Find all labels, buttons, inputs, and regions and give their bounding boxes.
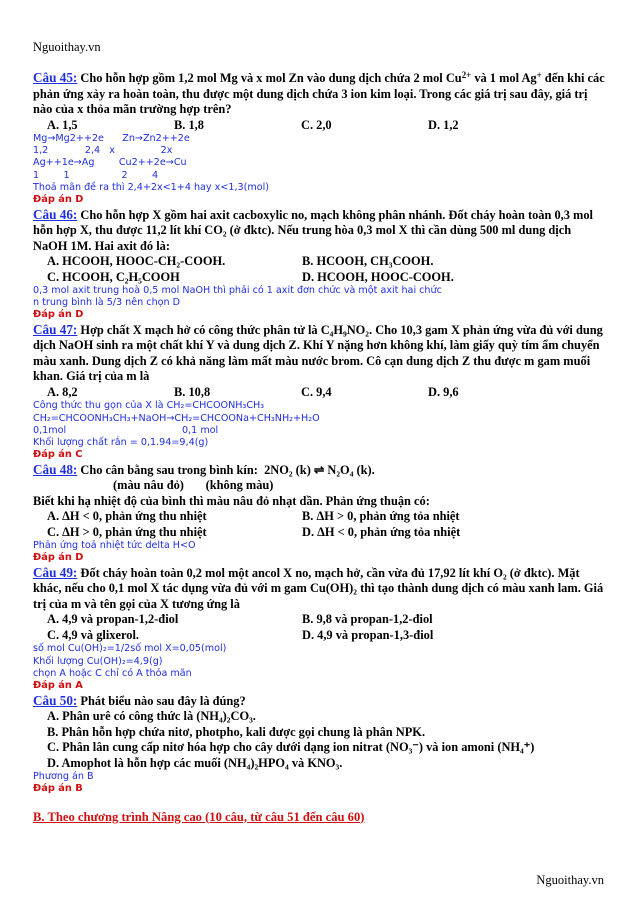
option-a: A. HCOOH, HOOC-CH₂-COOH. bbox=[47, 254, 226, 269]
question-47-options bbox=[33, 385, 608, 401]
solution-line: Phản ứng toả nhiệt tức delta H<O bbox=[33, 540, 196, 552]
answer-48: Đáp án D bbox=[33, 552, 84, 564]
solution-line: 1,2 2,4 x 2x bbox=[33, 145, 173, 157]
document-content bbox=[33, 70, 608, 825]
solution-line: Mg→Mg2++2e Zn→Zn2++2e bbox=[33, 133, 190, 144]
page-footer: Nguoithay.vn bbox=[536, 873, 604, 887]
solution-line: Khối lượng Cu(OH)₂=4,9(g) bbox=[33, 655, 163, 667]
question-48: Câu 48: Cho cân bằng sau trong bình kín: 2NO₂ (k) ⇌ N₂O₄ (k). bbox=[33, 461, 375, 477]
question-50-label: Câu 50: bbox=[33, 692, 78, 708]
solution-line: Khối lượng chất rắn = 0,1.94=9,4(g) bbox=[33, 437, 209, 449]
answer-46: Đáp án D bbox=[33, 309, 84, 321]
option-a: A. 4,9 và propan-1,2-điol bbox=[47, 612, 179, 627]
question-48-label: Câu 48: bbox=[33, 461, 78, 477]
question-50: Câu 50: Phát biểu nào sau đây là đúng? bbox=[33, 692, 246, 708]
question-46-options-row2 bbox=[33, 270, 608, 286]
solution-line: Phương án B bbox=[33, 771, 94, 783]
question-47-label: Câu 47: bbox=[33, 321, 78, 337]
option-b: B. HCOOH, CH₃COOH. bbox=[302, 254, 434, 269]
question-49-options-row2 bbox=[33, 628, 608, 644]
answer-47: Đáp án C bbox=[33, 449, 83, 461]
option-b: B. Phân hỗn hợp chứa nitơ, photpho, kali được gọi chung là phân NPK. bbox=[47, 724, 426, 739]
option-d: D. ΔH < 0, phản ứng tỏa nhiệt bbox=[302, 524, 461, 539]
color-labels: (màu nâu đỏ) (không màu) bbox=[113, 478, 274, 493]
option-b: B. 10,8 bbox=[174, 384, 211, 399]
question-45: Câu 45: Cho hỗn hợp gồm 1,2 mol Mg và x mol Zn vào dung dịch chứa 2 mol $Cu^{2+}$ và 1 mol Ag+ đến khi các phản ứng xảy ra hoàn toàn, thu được một dung dịch chứa 3 ion kim loại. Trong các giá trị sau đây, giá trị nào của x thỏa mãn trường hợp trên? bbox=[33, 69, 605, 116]
question-49: Câu 49: Đốt cháy hoàn toàn 0,2 mol một ancol X no, mạch hở, cần vừa đủ 17,92 lít khí O₂ (ở đktc). Mặt khác, nếu cho 0,1 mol X tác dụng vừa đủ với m gam Cu(OH)₂ thì tạo thành dung dịch có màu xanh lam. Giá trị của m và tên gọi của X tương ứng là bbox=[33, 564, 604, 611]
solution-line: Công thức thu gọn của X là CH₂=CHCOONH₃CH₃ bbox=[33, 400, 265, 412]
option-a: A. 8,2 bbox=[47, 384, 78, 399]
option-c: C. ΔH > 0, phản ứng thu nhiệt bbox=[47, 524, 207, 539]
option-b: B. 1,8 bbox=[174, 117, 204, 132]
option-d: D. 1,2 bbox=[428, 117, 459, 132]
question-46-options-row1 bbox=[33, 254, 608, 270]
option-b: B. 9,8 và propan-1,2-điol bbox=[302, 612, 433, 627]
page-header: Nguoithay.vn bbox=[33, 40, 101, 54]
question-46-label: Câu 46: bbox=[33, 206, 78, 222]
option-a: A. Phân urê có công thức là (NH₄)₂CO₃. bbox=[47, 709, 256, 724]
answer-49: Đáp án A bbox=[33, 680, 83, 692]
question-45-options bbox=[33, 118, 608, 134]
question-48-options-row2 bbox=[33, 525, 608, 541]
question-45-label: Câu 45: bbox=[33, 70, 78, 85]
solution-line: 0,3 mol axit trung hoà 0,5 mol NaOH thì phải có 1 axit đơn chức và một axit hai chức bbox=[33, 285, 442, 297]
solution-line: chọn A hoặc C chỉ có A thỏa mãn bbox=[33, 667, 192, 679]
option-d: D. 4,9 và propan-1,3-điol bbox=[302, 627, 434, 642]
solution-line: n trung bình là 5/3 nên chọn D bbox=[33, 297, 181, 309]
question-48-text2: Biết khi hạ nhiệt độ của bình thì màu nâu đỏ nhạt dần. Phản ứng thuận có: bbox=[33, 493, 430, 508]
question-49-label: Câu 49: bbox=[33, 564, 78, 580]
solution-line: số mol Cu(OH)₂=1/2số mol X=0,05(mol) bbox=[33, 643, 227, 655]
question-49-options-row1 bbox=[33, 612, 608, 628]
option-c: C. Phân lân cung cấp nitơ hóa hợp cho cây dưới dạng ion nitrat (NO₃⁻) và ion amoni (NH₄⁺) bbox=[47, 740, 535, 755]
option-c: C. 9,4 bbox=[301, 384, 332, 399]
question-47: Câu 47: Hợp chất X mạch hở có công thức phân tử là C₄H₉NO₂. Cho 10,3 gam X phản ứng vừa đủ với dung dịch NaOH sinh ra một chất khí Y và dung dịch Z. Khí Y nặng hơn không khí, làm giấy quỳ tím ẩm chuyển màu xanh. Dung dịch Z có khả năng làm mất màu nước brom. Cô cạn dung dịch Z thu được m gam muối khan. Giá trị của m là bbox=[33, 321, 603, 384]
question-48-options-row1 bbox=[33, 509, 608, 525]
option-d: D. Amophot là hỗn hợp các muối (NH₄)₂HPO₄ và KNO₃. bbox=[47, 755, 343, 770]
option-c: C. HCOOH, C₂H₅COOH bbox=[47, 269, 180, 284]
option-c: C. 2,0 bbox=[301, 117, 332, 132]
option-b: B. ΔH > 0, phản ứng tỏa nhiệt bbox=[302, 509, 460, 524]
solution-line: 0,1mol 0,1 mol bbox=[33, 424, 219, 436]
option-d: D. 9,6 bbox=[428, 384, 459, 399]
solution-line: CH₂=CHCOONH₃CH₃+NaOH→CH₂=CHCOONa+CH₃NH₂+H₂O bbox=[33, 412, 320, 424]
option-a: A. ΔH < 0, phản ứng thu nhiệt bbox=[47, 509, 207, 524]
solution-line: Thoả mãn đề ra thì 2,4+2x<1+4 hay x<1,3(mol) bbox=[33, 181, 270, 193]
solution-line: Ag++1e→Ag Cu2++2e→Cu bbox=[33, 157, 187, 169]
answer-45: Đáp án D bbox=[33, 194, 84, 206]
option-d: D. HCOOH, HOOC-COOH. bbox=[302, 269, 454, 284]
question-46: Câu 46: Cho hỗn hợp X gồm hai axit cacboxylic no, mạch không phân nhánh. Đốt cháy hoàn toàn 0,3 mol hỗn hợp X, thu được 11,2 lít khí CO₂ (ở đktc). Nếu trung hòa 0,3 mol X thì cần dùng 500 ml dung dịch NaOH 1M. Hai axit đó là: bbox=[33, 206, 594, 253]
solution-line: 1 1 2 4 bbox=[33, 169, 159, 181]
section-heading: B. Theo chương trình Nâng cao (10 câu, từ câu 51 đến câu 60) bbox=[33, 809, 365, 824]
answer-50: Đáp án B bbox=[33, 783, 83, 795]
option-a: A. 1,5 bbox=[47, 117, 78, 132]
equilibrium-equation: 2NO₂ (k) ⇌ N₂O₄ (k). bbox=[264, 462, 375, 477]
option-c: C. 4,9 và glixerol. bbox=[47, 627, 140, 642]
